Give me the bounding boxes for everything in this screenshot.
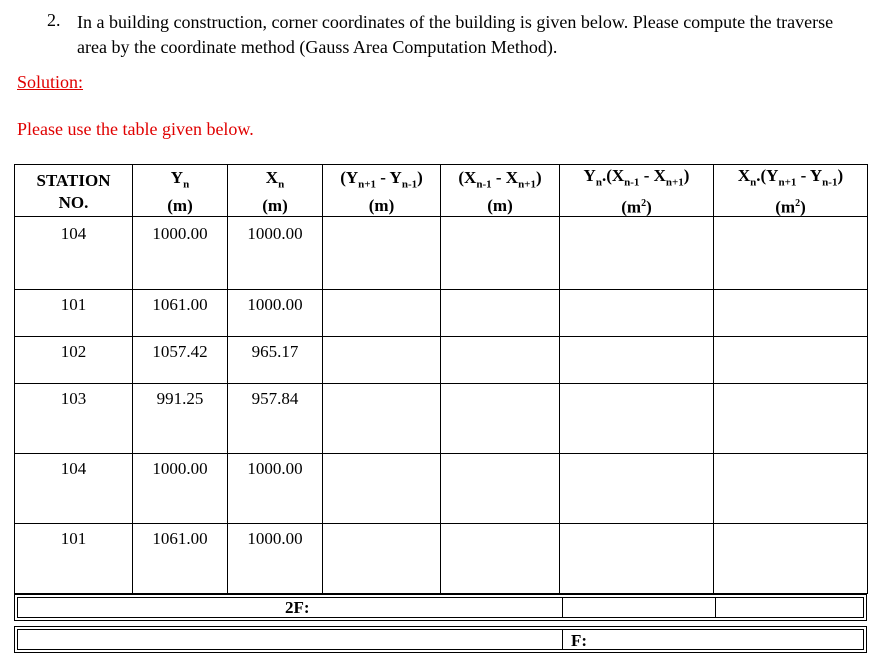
x-cell: 1000.00 bbox=[228, 289, 323, 336]
y-product-cell[interactable] bbox=[560, 383, 714, 453]
header-x-diff: $(X_{n-1} - X_{n+1})$ (m) bbox=[441, 165, 560, 220]
y-product-cell[interactable] bbox=[560, 523, 714, 593]
header-x-product: $X_n.(Y_{n+1} - Y_{n-1})$ $(m^2)$ bbox=[714, 165, 868, 220]
instruction-text: Please use the table given below. bbox=[17, 119, 254, 139]
y-cell: 1061.00 bbox=[133, 523, 228, 593]
station-cell: 102 bbox=[15, 336, 133, 383]
y-diff-cell[interactable] bbox=[323, 383, 441, 453]
area-f-frame bbox=[17, 629, 864, 650]
station-cell: 104 bbox=[15, 219, 133, 289]
x-diff-cell[interactable] bbox=[441, 523, 560, 593]
y-cell: 1000.00 bbox=[133, 453, 228, 523]
y-product-cell[interactable] bbox=[560, 336, 714, 383]
x-diff-cell[interactable] bbox=[441, 383, 560, 453]
x-diff-cell[interactable] bbox=[441, 289, 560, 336]
question-text: In a building construction, corner coordinates of the building is given below. Please compute the traverse area by the coordinate method (Gauss Area Computation Method). bbox=[77, 12, 834, 57]
table-row bbox=[15, 453, 868, 523]
table-header-row bbox=[15, 165, 868, 220]
x-cell: 1000.00 bbox=[228, 219, 323, 289]
y-cell: 991.25 bbox=[133, 383, 228, 453]
area-f-row bbox=[14, 626, 867, 653]
y-diff-cell[interactable] bbox=[323, 219, 441, 289]
header-y-diff: $(Y_{n+1} - Y_{n-1})$ (m) bbox=[323, 165, 441, 220]
area-f-label: F: bbox=[571, 631, 588, 650]
header-xn: $X_n$ (m) bbox=[228, 165, 323, 220]
x-cell: 957.84 bbox=[228, 383, 323, 453]
x-diff-cell[interactable] bbox=[441, 336, 560, 383]
y-diff-cell[interactable] bbox=[323, 523, 441, 593]
sum-2f-x-product-cell[interactable] bbox=[715, 598, 716, 617]
y-product-cell[interactable] bbox=[560, 219, 714, 289]
x-diff-cell[interactable] bbox=[441, 219, 560, 289]
question-number: 2. bbox=[47, 10, 61, 30]
y-product-cell[interactable] bbox=[560, 453, 714, 523]
station-cell: 103 bbox=[15, 383, 133, 453]
y-diff-cell[interactable] bbox=[323, 336, 441, 383]
table-row bbox=[15, 219, 868, 289]
x-product-cell[interactable] bbox=[714, 383, 868, 453]
y-diff-cell[interactable] bbox=[323, 453, 441, 523]
y-cell: 1000.00 bbox=[133, 219, 228, 289]
y-cell: 1057.42 bbox=[133, 336, 228, 383]
header-yn: $Y_n$ (m) bbox=[133, 165, 228, 220]
y-cell: 1061.00 bbox=[133, 289, 228, 336]
x-product-cell[interactable] bbox=[714, 523, 868, 593]
station-cell: 101 bbox=[15, 289, 133, 336]
table-row bbox=[15, 383, 868, 453]
coordinate-table bbox=[14, 164, 868, 594]
station-cell: 101 bbox=[15, 523, 133, 593]
x-product-cell[interactable] bbox=[714, 336, 868, 383]
sum-2f-y-product-cell[interactable] bbox=[562, 598, 563, 617]
x-diff-cell[interactable] bbox=[441, 453, 560, 523]
area-f-cell[interactable] bbox=[562, 630, 563, 649]
header-station: STATION NO. bbox=[15, 165, 133, 220]
table-row bbox=[15, 523, 868, 593]
x-cell: 965.17 bbox=[228, 336, 323, 383]
y-product-cell[interactable] bbox=[560, 289, 714, 336]
x-cell: 1000.00 bbox=[228, 523, 323, 593]
header-y-product: $Y_n.(X_{n-1} - X_{n+1})$ $(m^2)$ bbox=[560, 165, 714, 220]
table-row bbox=[15, 289, 868, 336]
solution-label: Solution: bbox=[17, 72, 84, 92]
x-product-cell[interactable] bbox=[714, 289, 868, 336]
x-product-cell[interactable] bbox=[714, 453, 868, 523]
y-diff-cell[interactable] bbox=[323, 289, 441, 336]
x-product-cell[interactable] bbox=[714, 219, 868, 289]
sum-2f-row bbox=[14, 594, 867, 621]
sum-2f-frame bbox=[17, 597, 864, 618]
x-cell: 1000.00 bbox=[228, 453, 323, 523]
station-cell: 104 bbox=[15, 453, 133, 523]
sum-2f-label: 2F: bbox=[285, 598, 310, 617]
table-row bbox=[15, 336, 868, 383]
